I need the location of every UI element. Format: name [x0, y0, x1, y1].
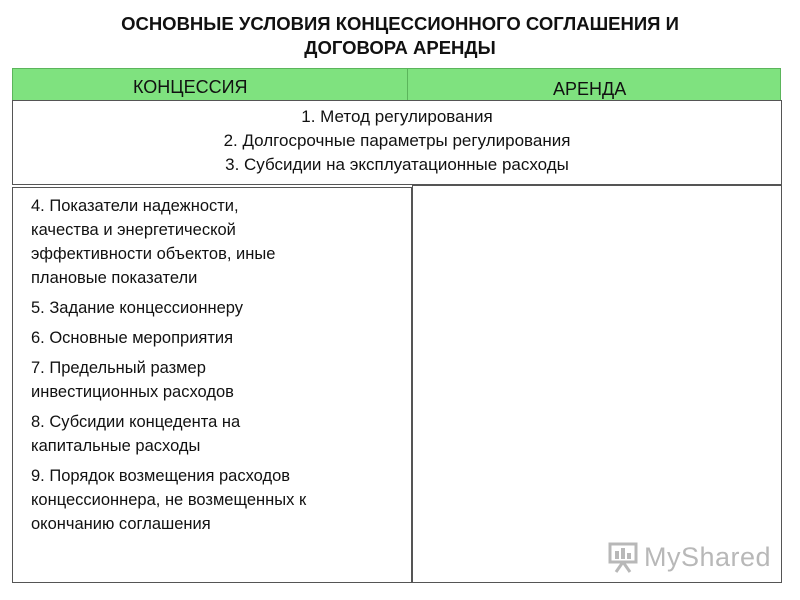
header-lease: АРЕНДА — [407, 68, 781, 101]
concession-item-line: плановые показатели — [31, 269, 198, 287]
common-item-3: 3. Субсидии на эксплуатационные расходы — [225, 155, 569, 174]
presentation-board-icon — [606, 540, 640, 574]
common-item-1: 1. Метод регулирования — [301, 107, 493, 126]
concession-conditions-box — [12, 187, 412, 583]
common-item-2: 2. Долгосрочные параметры регулирования — [223, 131, 571, 150]
concession-item-9 — [31, 464, 411, 536]
lease-conditions-box — [412, 185, 782, 583]
common-conditions-box — [12, 100, 782, 185]
page-title — [0, 12, 800, 60]
concession-item-5 — [31, 296, 411, 320]
title-line-2: ДОГОВОРА АРЕНДЫ — [304, 37, 496, 58]
concession-item-line: 7. Предельный размер — [31, 359, 206, 377]
concession-item-line: 9. Порядок возмещения расходов — [31, 467, 291, 485]
concession-item-8 — [31, 410, 411, 458]
concession-item-7 — [31, 356, 411, 404]
concession-item-4 — [31, 194, 411, 290]
concession-item-line: 6. Основные мероприятия — [31, 329, 234, 347]
concession-item-6 — [31, 326, 411, 350]
watermark — [606, 540, 771, 574]
header-concession: КОНЦЕССИЯ — [12, 68, 409, 103]
title-line-1: ОСНОВНЫЕ УСЛОВИЯ КОНЦЕССИОННОГО СОГЛАШЕНИЯ И — [121, 13, 679, 34]
watermark-text: MyShared — [644, 541, 772, 572]
concession-item-line: капитальные расходы — [31, 437, 201, 455]
concession-item-line: качества и энергетической — [31, 221, 236, 239]
concession-item-line: 8. Субсидии концедента на — [31, 413, 241, 431]
concession-item-line: концессионнера, не возмещенных к — [31, 491, 307, 509]
concession-item-line: 4. Показатели надежности, — [31, 197, 239, 215]
concession-item-line: окончанию соглашения — [31, 515, 211, 533]
concession-item-line: 5. Задание концессионнеру — [31, 299, 244, 317]
concession-item-line: эффективности объектов, иные — [31, 245, 276, 263]
concession-item-line: инвестиционных расходов — [31, 383, 234, 401]
